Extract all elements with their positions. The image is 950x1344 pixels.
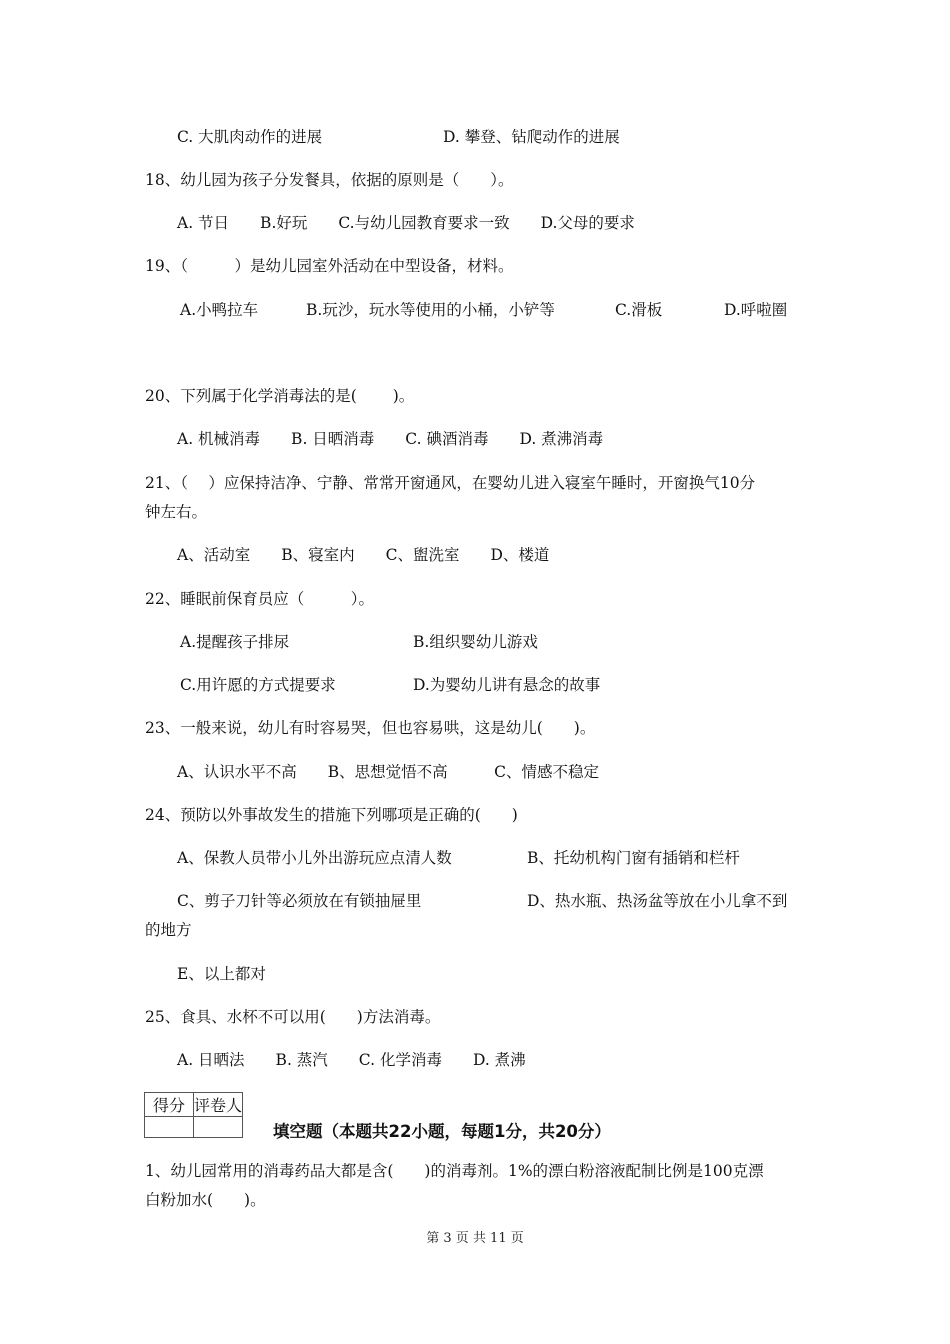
q19-option-d: D.呼啦圈 [724, 301, 788, 319]
q19-option-a: A.小鸭拉车 [180, 301, 259, 319]
q24-option-e: E、以上都对 [177, 965, 266, 983]
q19-option-b: B.玩沙，玩水等使用的小桶，小铲等 [306, 301, 555, 319]
q17-option-c: C. 大肌肉动作的进展 [177, 128, 323, 146]
q24-stem: 24、预防以外事故发生的措施下列哪项是正确的( ) [145, 806, 518, 824]
q21-options: A、活动室 B、寝室内 C、盥洗室 D、楼道 [177, 546, 550, 564]
q24-option-d-line2: 的地方 [145, 921, 192, 939]
q18-options: A. 节日 B.好玩 C.与幼儿园教育要求一致 D.父母的要求 [177, 214, 635, 232]
q20-options: A. 机械消毒 B. 日晒消毒 C. 碘酒消毒 D. 煮沸消毒 [177, 430, 604, 448]
q23-stem: 23、一般来说，幼儿有时容易哭，但也容易哄，这是幼儿( )。 [145, 719, 596, 737]
q22-option-b: B.组织婴幼儿游戏 [413, 633, 538, 651]
q24-option-b: B、托幼机构门窗有插销和栏杆 [527, 849, 740, 867]
section-title: 填空题（本题共22小题，每题1分，共20分） [273, 1122, 611, 1141]
page-footer: 第 3 页 共 11 页 [426, 1231, 524, 1246]
q21-stem-line1: 21、（ ）应保持洁净、宁静、常常开窗通风，在婴幼儿进入寝室午睡时，开窗换气10分 [145, 474, 756, 492]
q23-options: A、认识水平不高 B、思想觉悟不高 C、情感不稳定 [177, 763, 599, 781]
q22-option-a: A.提醒孩子排尿 [180, 633, 290, 651]
score-box [144, 1092, 243, 1138]
grader-header: 评卷人 [194, 1093, 243, 1117]
q20-stem: 20、下列属于化学消毒法的是( )。 [145, 387, 415, 405]
fill1-line1: 1、幼儿园常用的消毒药品大都是含( )的消毒剂。1%的漂白粉溶液配制比例是100克漂 [145, 1162, 764, 1180]
grader-cell [194, 1117, 243, 1138]
q17-option-d: D. 攀登、钻爬动作的进展 [443, 128, 620, 146]
q22-stem: 22、睡眠前保育员应（ ）。 [145, 590, 374, 608]
q24-option-a: A、保教人员带小儿外出游玩应点清人数 [177, 849, 452, 867]
fill1-line2: 白粉加水( )。 [145, 1191, 266, 1209]
q24-option-d-line1: D、热水瓶、热汤盆等放在小儿拿不到 [527, 892, 788, 910]
q25-options: A. 日晒法 B. 蒸汽 C. 化学消毒 D. 煮沸 [177, 1051, 526, 1069]
q24-option-c: C、剪子刀针等必须放在有锁抽屉里 [177, 892, 422, 910]
q19-stem: 19、（ ）是幼儿园室外活动在中型设备，材料。 [145, 257, 514, 275]
q21-stem-line2: 钟左右。 [145, 503, 208, 521]
q19-option-c: C.滑板 [615, 301, 663, 319]
q22-option-c: C.用许愿的方式提要求 [180, 676, 336, 694]
q18-stem: 18、幼儿园为孩子分发餐具，依据的原则是（ ）。 [145, 171, 514, 189]
score-cell [145, 1117, 194, 1138]
q25-stem: 25、食具、水杯不可以用( )方法消毒。 [145, 1008, 441, 1026]
q22-option-d: D.为婴幼儿讲有悬念的故事 [413, 676, 601, 694]
score-header: 得分 [145, 1093, 194, 1117]
